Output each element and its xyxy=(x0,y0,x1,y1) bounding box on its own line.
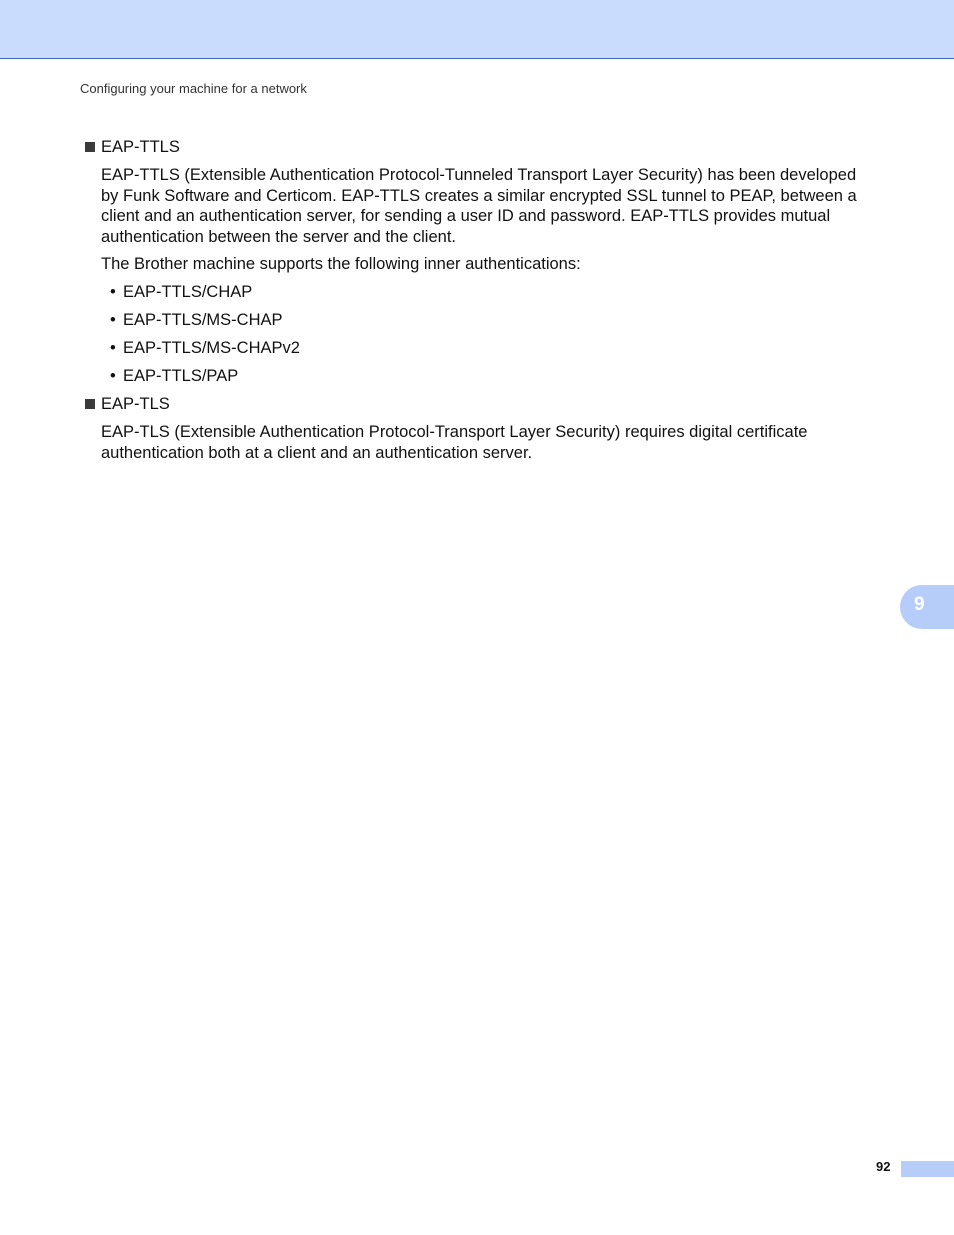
bullet-dot-icon: • xyxy=(110,311,116,329)
square-bullet-icon xyxy=(85,399,95,409)
list-item-label: EAP-TTLS/CHAP xyxy=(123,283,253,301)
list-item-label: EAP-TTLS/MS-CHAP xyxy=(123,311,283,329)
chapter-tab xyxy=(900,585,954,629)
paragraph-line: EAP-TTLS (Extensible Authentication Protocol-Tunneled Transport Layer Security) has been developed xyxy=(101,166,857,184)
page-number-bar xyxy=(901,1161,954,1177)
bullet-dot-icon: • xyxy=(110,283,116,301)
page-number: 92 xyxy=(876,1159,891,1174)
list-item xyxy=(110,282,252,302)
square-bullet-icon xyxy=(85,142,95,152)
inner-auth-intro xyxy=(101,254,901,275)
list-item xyxy=(110,310,283,330)
list-item xyxy=(110,338,300,358)
section-heading-eap-ttls: EAP-TTLS xyxy=(101,138,180,156)
list-item xyxy=(110,366,238,386)
paragraph-line: by Funk Software and Certicom. EAP-TTLS creates a similar encrypted SSL tunnel to PEAP, between a xyxy=(101,186,857,205)
paragraph-line: authentication both at a client and an authentication server. xyxy=(101,443,533,462)
paragraph-line: The Brother machine supports the following inner authentications: xyxy=(101,255,581,273)
eap-ttls-description xyxy=(101,165,901,247)
list-item-label: EAP-TTLS/PAP xyxy=(123,367,239,385)
paragraph-line: authentication between the server and the client. xyxy=(101,227,456,246)
paragraph-line: client and an authentication server, for sending a user ID and password. EAP-TTLS provides mutual xyxy=(101,207,831,225)
bullet-dot-icon: • xyxy=(110,339,116,357)
bullet-dot-icon: • xyxy=(110,367,116,385)
chapter-number: 9 xyxy=(914,594,925,615)
running-header-title: Configuring your machine for a network xyxy=(80,81,307,96)
list-item-label: EAP-TTLS/MS-CHAPv2 xyxy=(123,339,300,357)
paragraph-line: EAP-TLS (Extensible Authentication Protocol-Transport Layer Security) requires digital certificate xyxy=(101,423,808,441)
section-heading-eap-tls: EAP-TLS xyxy=(101,395,170,413)
eap-tls-description xyxy=(101,422,901,463)
header-band xyxy=(0,0,954,59)
